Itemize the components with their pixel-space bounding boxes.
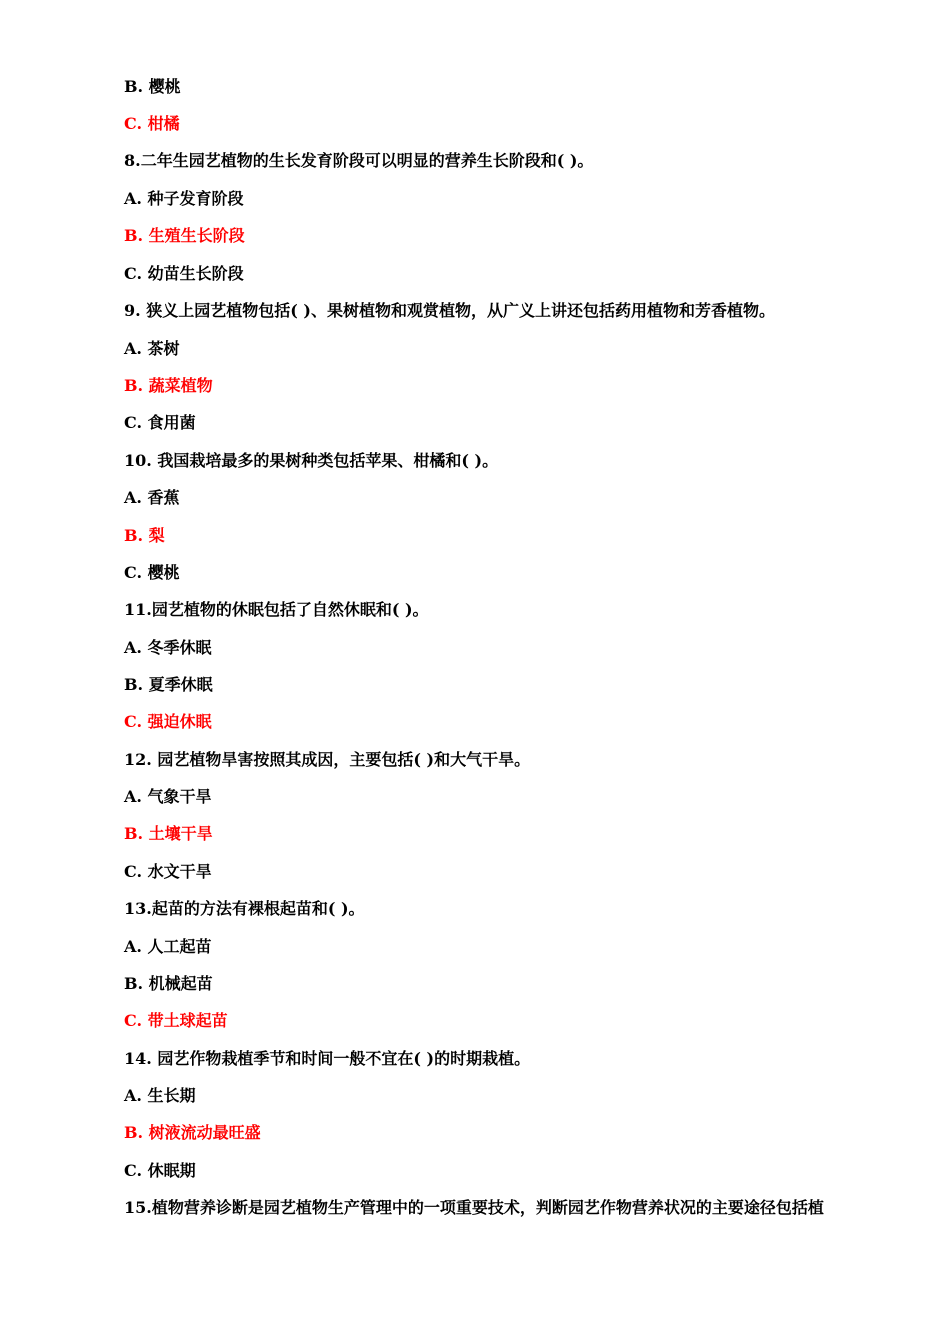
option-line: C. 幼苗生长阶段 xyxy=(124,264,244,283)
option-line: A. 冬季休眠 xyxy=(124,638,212,657)
correct-option-line: B. 土壤干旱 xyxy=(124,824,213,843)
option-line: A. 香蕉 xyxy=(124,488,180,507)
option-line: A. 气象干旱 xyxy=(124,787,212,806)
correct-option-line: C. 强迫休眠 xyxy=(124,712,212,731)
option-line: C. 樱桃 xyxy=(124,563,180,582)
option-line: B. 樱桃 xyxy=(124,77,181,96)
option-line: A. 种子发育阶段 xyxy=(124,189,244,208)
option-line: B. 机械起苗 xyxy=(124,974,213,993)
option-line: B. 夏季休眠 xyxy=(124,675,213,694)
option-line: A. 茶树 xyxy=(124,339,180,358)
option-line: A. 人工起苗 xyxy=(124,937,212,956)
correct-option-line: B. 蔬菜植物 xyxy=(124,376,213,395)
question-line: 8.二年生园艺植物的生长发育阶段可以明显的营养生长阶段和( )。 xyxy=(124,151,594,170)
option-line: A. 生长期 xyxy=(124,1086,196,1105)
question-line: 11.园艺植物的休眠包括了自然休眠和( )。 xyxy=(124,600,429,619)
correct-option-line: B. 生殖生长阶段 xyxy=(124,226,245,245)
question-line: 12. 园艺植物旱害按照其成因，主要包括( )和大气干旱。 xyxy=(124,750,531,769)
correct-option-line: B. 梨 xyxy=(124,526,165,545)
correct-option-line: C. 柑橘 xyxy=(124,114,180,133)
option-line: C. 水文干旱 xyxy=(124,862,212,881)
question-line: 9. 狭义上园艺植物包括( )、果树植物和观赏植物，从广义上讲还包括药用植物和芳香植物。 xyxy=(124,301,775,320)
option-line: C. 休眠期 xyxy=(124,1161,196,1180)
question-line: 14. 园艺作物栽植季节和时间一般不宜在( )的时期栽植。 xyxy=(124,1049,531,1068)
question-line: 15.植物营养诊断是园艺植物生产管理中的一项重要技术，判断园艺作物营养状况的主要途径包括植 xyxy=(124,1198,824,1217)
question-line: 10. 我国栽培最多的果树种类包括苹果、柑橘和( )。 xyxy=(124,451,499,470)
question-line: 13.起苗的方法有裸根起苗和( )。 xyxy=(124,899,365,918)
option-line: C. 食用菌 xyxy=(124,413,196,432)
correct-option-line: C. 带土球起苗 xyxy=(124,1011,228,1030)
correct-option-line: B. 树液流动最旺盛 xyxy=(124,1123,261,1142)
